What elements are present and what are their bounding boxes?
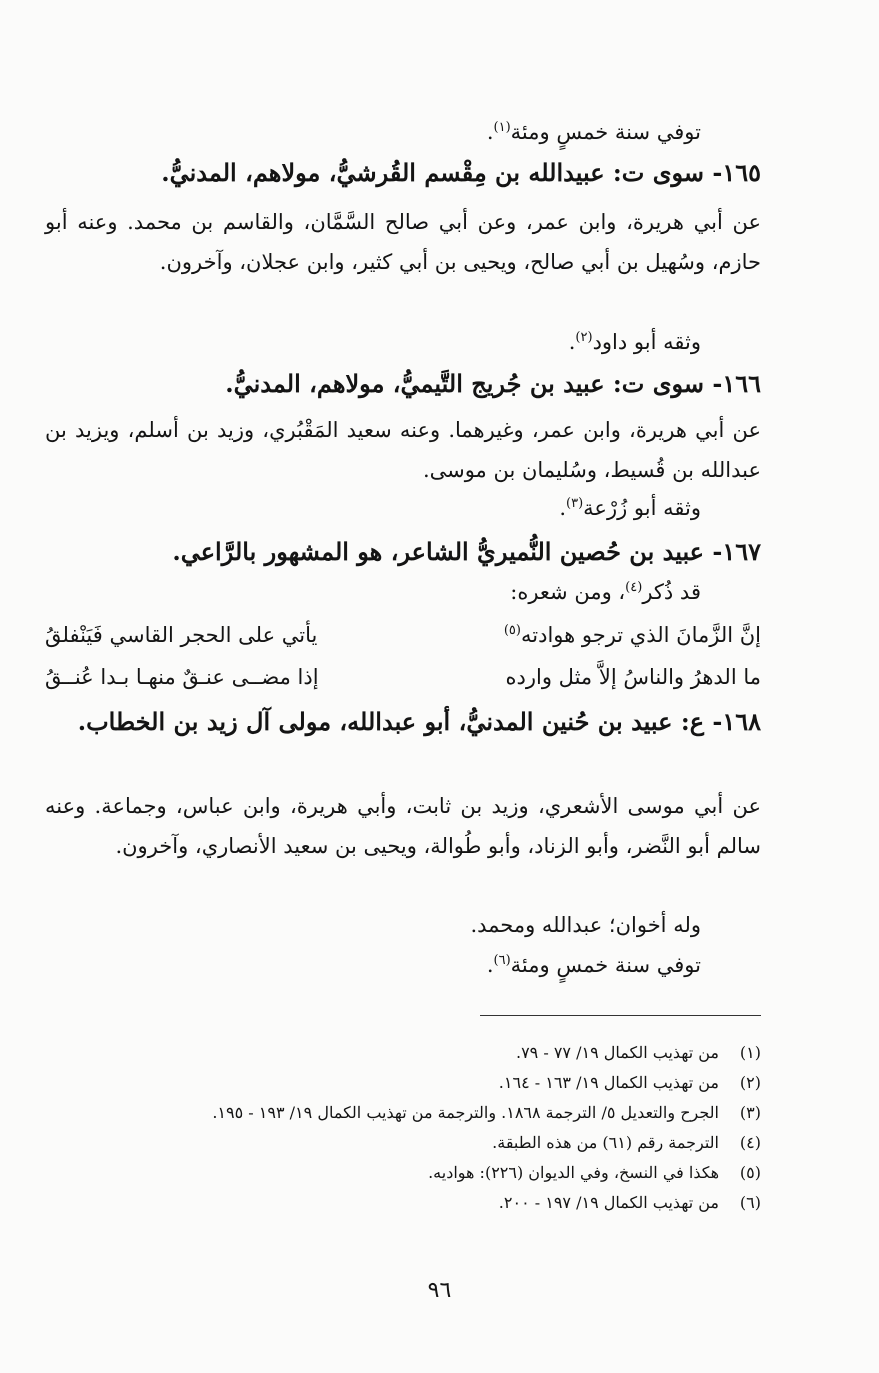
footnote-ref-6: (٦) xyxy=(493,953,511,968)
entry-166-body: عن أبي هريرة، وابن عمر، وغيرهما. وعنه سعيد المَقْبُري، وزيد بن أسلم، ويزيد بن عبدالله بن قُسيط، وسُليمان بن موسى. xyxy=(45,418,761,482)
entry-168-body: عن أبي موسى الأشعري، وزيد بن ثابت، وأبي هريرة، وابن عباس، وجماعة. وعنه سالم أبو النَّضر، وأبو الزناد، وأبو طُوالة، ويحيى بن سعيد الأنصاري، وآخرون. xyxy=(45,794,761,858)
footnote-ref-1: (١) xyxy=(493,120,511,135)
footnote-text: من تهذيب الكمال ١٩/ ١٦٣ - ١٦٤. xyxy=(498,1073,719,1092)
entry-167-heading: ١٦٧- عبيد بن حُصين النُّميريُّ الشاعر، هو المشهور بالرَّاعي. xyxy=(172,537,761,566)
entry-168-heading: ١٦٨- ع: عبيد بن حُنين المدنيُّ، أبو عبدالله، مولى آل زيد بن الخطاب. xyxy=(77,707,761,736)
footnote-5 xyxy=(45,1158,761,1188)
footnote-number: (١) xyxy=(739,1043,761,1062)
verse-2-first-hemistich: ما الدهرُ والناسُ إلاَّ مثل وارده xyxy=(505,665,761,689)
verse-1-first-hemistich: إنَّ الزَّمانَ الذي ترجو هوادته$^{(٥)}$ xyxy=(503,623,761,647)
footnote-ref-2: (٢) xyxy=(575,330,593,345)
footnote-separator xyxy=(480,1015,761,1016)
footnote-6 xyxy=(45,1188,761,1218)
entry-165-heading: ١٦٥- سوى ت: عبيدالله بن مِقْسم القُرشيُّ، مولاهم، المدنيُّ. xyxy=(161,158,761,187)
footnote-number: (٥) xyxy=(739,1163,761,1182)
page-number: ٩٦ xyxy=(427,1278,452,1303)
footnote-number: (٦) xyxy=(739,1193,761,1212)
footnote-text: من تهذيب الكمال ١٩/ ١٩٧ - ٢٠٠. xyxy=(498,1193,719,1212)
verse-1-second-hemistich: يأتي على الحجر القاسي فَيَنْفلقُ xyxy=(45,623,318,647)
previous-entry-death-line: توفي سنة خمسٍ ومئة$^{(١)}$. xyxy=(486,120,701,144)
footnote-text: الجرح والتعديل ٥/ الترجمة ١٨٦٨. والترجمة من تهذيب الكمال ١٩/ ١٩٣ - ١٩٥. xyxy=(212,1103,719,1122)
footnote-3 xyxy=(45,1098,761,1128)
footnote-ref-4: (٤) xyxy=(625,580,643,595)
footnote-number: (٣) xyxy=(739,1103,761,1122)
footnote-number: (٢) xyxy=(739,1073,761,1092)
footnote-ref-3: (٣) xyxy=(566,496,584,511)
footnote-text: الترجمة رقم (٦١) من هذه الطبقة. xyxy=(492,1133,719,1152)
footnote-number: (٤) xyxy=(739,1133,761,1152)
verse-line-1 xyxy=(45,615,761,655)
footnote-ref-5: (٥) xyxy=(503,623,521,638)
entry-167-intro: قد ذُكر$^{(٤)}$، ومن شعره: xyxy=(510,580,701,604)
entry-166-tawthiq: وثقه أبو زُرْعة$^{(٣)}$. xyxy=(559,496,701,520)
entry-168-death: توفي سنة خمسٍ ومئة$^{(٦)}$. xyxy=(486,953,701,977)
entry-165-body: عن أبي هريرة، وابن عمر، وعن أبي صالح السَّمَّان، والقاسم بن محمد. وعنه أبو حازم، وسُهيل بن أبي صالح، ويحيى بن أبي كثير، وابن عجلان، وآخرون. xyxy=(45,210,761,274)
footnote-2 xyxy=(45,1068,761,1098)
footnote-4 xyxy=(45,1128,761,1158)
verse-2-second-hemistich: إذا مضــى عنـقٌ منهـا بـدا عُنــقُ xyxy=(45,665,319,689)
footnote-text: من تهذيب الكمال ١٩/ ٧٧ - ٧٩. xyxy=(515,1043,719,1062)
entry-168-brothers: وله أخوان؛ عبدالله ومحمد. xyxy=(470,913,701,937)
verse-line-2 xyxy=(45,657,761,697)
footnote-text: هكذا في النسخ، وفي الديوان (٢٢٦): هواديه. xyxy=(428,1163,719,1182)
footnote-1 xyxy=(45,1038,761,1068)
entry-165-tawthiq: وثقه أبو داود$^{(٢)}$. xyxy=(568,330,701,354)
death-text: توفي سنة خمسٍ ومئة xyxy=(510,120,701,144)
entry-166-heading: ١٦٦- سوى ت: عبيد بن جُريج التَّيميُّ، مولاهم، المدنيُّ. xyxy=(225,369,761,398)
